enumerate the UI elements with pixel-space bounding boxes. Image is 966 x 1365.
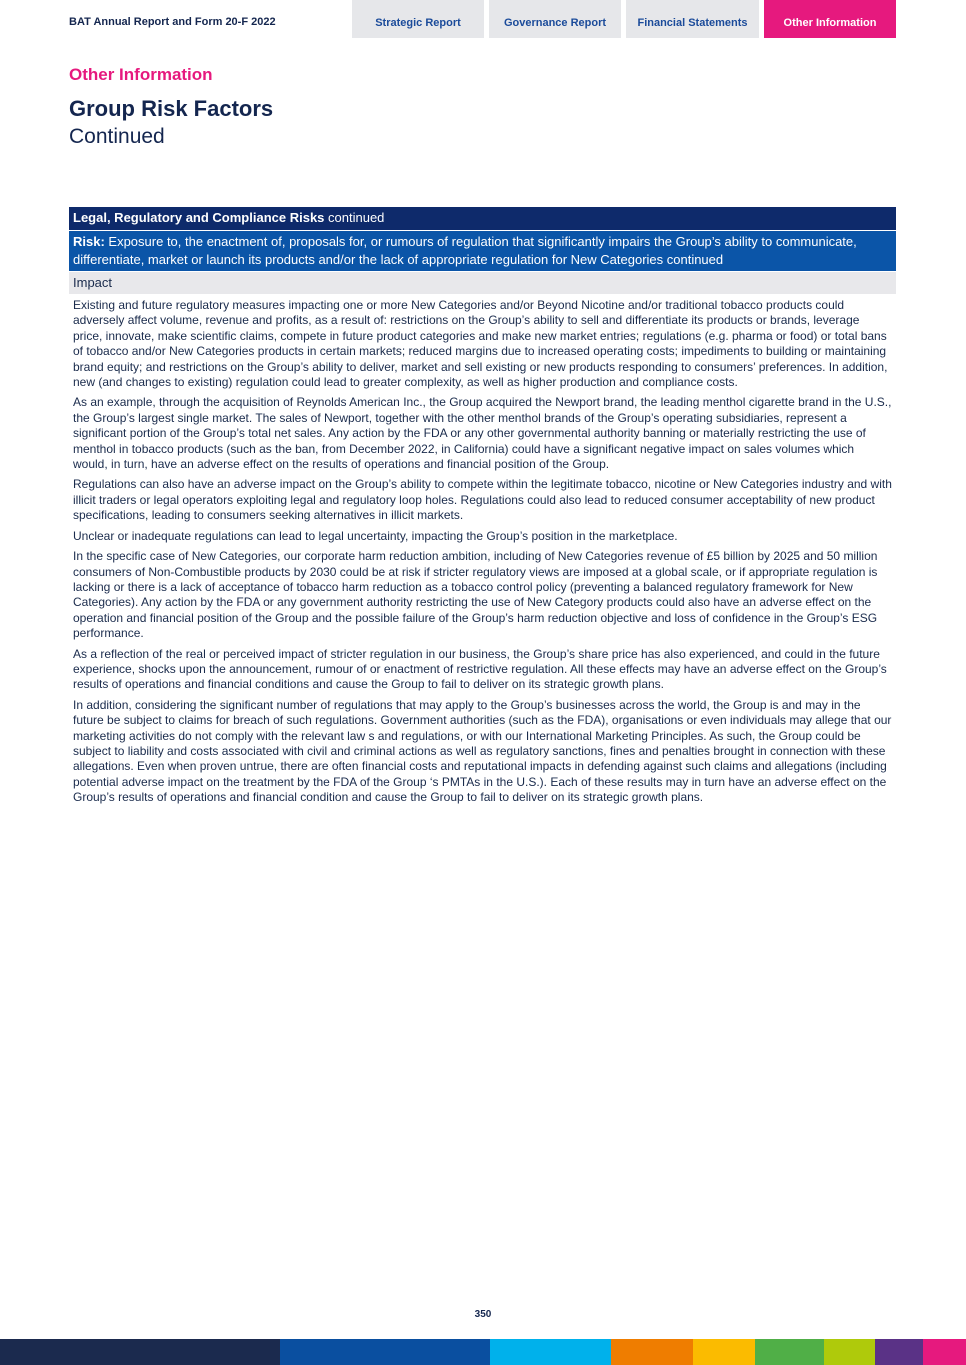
impact-paragraph: Regulations can also have an adverse impact on the Group’s ability to compete within the legitimate tobacco, nicotine or New Categories industry and with illicit traders or legal operators exploiting legal and regulatory loop holes. Regulations could also lead to reduced consumer acceptability of new product specifications, leading to consumers seeking alternatives in illicit markets. <box>73 477 892 523</box>
section-label: Other Information <box>69 65 213 84</box>
impact-paragraph: In addition, considering the significant number of regulations that may apply to the Group’s businesses across the world, the Group is and may in the future be subject to claims for breach of such regulations. Government authorities (such as the FDA), organisations or even individuals may allege that our marketing activities do not comply with the relevant law s and regulations, or with our International Marketing Principles. As such, the Group could be subject to liability and costs associated with civil and criminal actions as well as regulatory sanctions, fines and penalties brought in connection with these allegations. Even when proven untrue, there are often financial costs and reputational impacts in defending against such claims and allegations (including potential adverse impact on the treatment by the FDA of the Group ‘s PMTAs in the U.S.). Each of these results may in turn have an adverse effect on the Group’s results of operations and financial condition and cause the Group to fail to deliver on its strategic growth plans. <box>73 697 892 805</box>
risk-category-title: Legal, Regulatory and Compliance Risks <box>73 210 325 225</box>
risk-table <box>69 207 896 811</box>
impact-paragraph: In the specific case of New Categories, our corporate harm reduction ambition, including of New Categories revenue of £5 billion by 2025 and 50 million consumers of Non-Combustible products by 2030 could be at risk if stricter regulatory views are imposed at a global scale, or if appropriate regulation is lacking or there is a lack of acceptance of tobacco harm reduction as a tobacco control policy (preventing a balanced regulatory framework for New Categories). Any action by the FDA or any government authority restricting the use of New Category products could also have an adverse effect on the operation and financial position of the Group and the possible failure of the Group’s harm reduction objective and loss of confidence in the Group’s ESG performance. <box>73 549 878 641</box>
tab-strategic-report[interactable]: Strategic Report <box>352 0 484 38</box>
risk-label: Risk: <box>73 234 105 249</box>
page-title: Group Risk Factors <box>69 96 274 121</box>
impact-paragraph: Existing and future regulatory measures impacting one or more New Categories and/or Beyond Nicotine and/or traditional tobacco products could adversely affect volume, revenue and profits, as a result of: restrictions on the Group’s ability to sell and differentiate its products or brands, leverage price, innovate, make scientific claims, compete in future product categories and make new market entries; regulations (e.g. pharma or food) or total bans of tobacco and/or New Categories products in certain markets; reduced margins due to increased operating costs; impediments to building or maintaining brand equity; and restrictions on the Group’s ability to deliver, market and sell existing or new products responding to consumers’ preferences. In addition, new (and changes to existing) regulation could lead to greater complexity, as well as higher production and compliance costs. <box>73 298 888 390</box>
risk-text: Exposure to, the enactment of, proposals for, or rumours of regulation that significantly impairs the Group’s ability to communicate, differentiate, market or launch its products and/or the lack of appropriate regulation for New Categories continued <box>73 234 857 267</box>
tab-other-information[interactable]: Other Information <box>764 0 896 38</box>
impact-paragraph: As a reflection of the real or perceived impact of stricter regulation in our business, the Group’s share price has also experienced, and could in the future experience, shocks upon the announcement, rumour of or enactment of restrictive regulation. All these effects may have an adverse effect on the Group’s results of operations and financial conditions and cause the Group to fail to deliver on its strategic growth plans. <box>73 646 887 692</box>
band-segment <box>693 1339 755 1365</box>
risk-description <box>69 230 896 271</box>
band-segment <box>923 1339 966 1365</box>
impact-paragraph: Unclear or inadequate regulations can lead to legal uncertainty, impacting the Group’s position in the marketplace. <box>73 528 678 543</box>
page-subtitle: Continued <box>69 125 165 148</box>
band-segment <box>875 1339 923 1365</box>
band-segment <box>490 1339 611 1365</box>
document-title: BAT Annual Report and Form 20-F 2022 <box>69 16 276 28</box>
tab-financial-statements[interactable]: Financial Statements <box>626 0 759 38</box>
impact-paragraph: As an example, through the acquisition of Reynolds American Inc., the Group acquired the Newport brand, the leading menthol cigarette brand in the U.S., the Group’s largest single market. The sales of Newport, together with the other menthol brands of the Group’s operating subsidiaries, represent a significant portion of the Group’s total net sales. Any action by the FDA or any other governmental authority banning or materially restricting the use of menthol in tobacco products (such as the ban, from December 2022, in California) could have a significant negative impact on sales volumes which would, in turn, have an adverse effect on the results of operations and financial position of the Group. <box>73 395 892 472</box>
band-segment <box>611 1339 693 1365</box>
page-number: 350 <box>474 1309 492 1320</box>
tab-governance-report[interactable]: Governance Report <box>489 0 621 38</box>
risk-category-suffix: continued <box>324 210 385 225</box>
band-segment <box>0 1339 280 1365</box>
top-navigation <box>0 0 966 38</box>
impact-header: Impact <box>69 271 896 294</box>
band-segment <box>755 1339 824 1365</box>
band-segment <box>280 1339 490 1365</box>
impact-body <box>69 294 896 806</box>
footer-color-band <box>0 1339 966 1365</box>
band-segment <box>824 1339 875 1365</box>
risk-category-header <box>69 207 896 230</box>
